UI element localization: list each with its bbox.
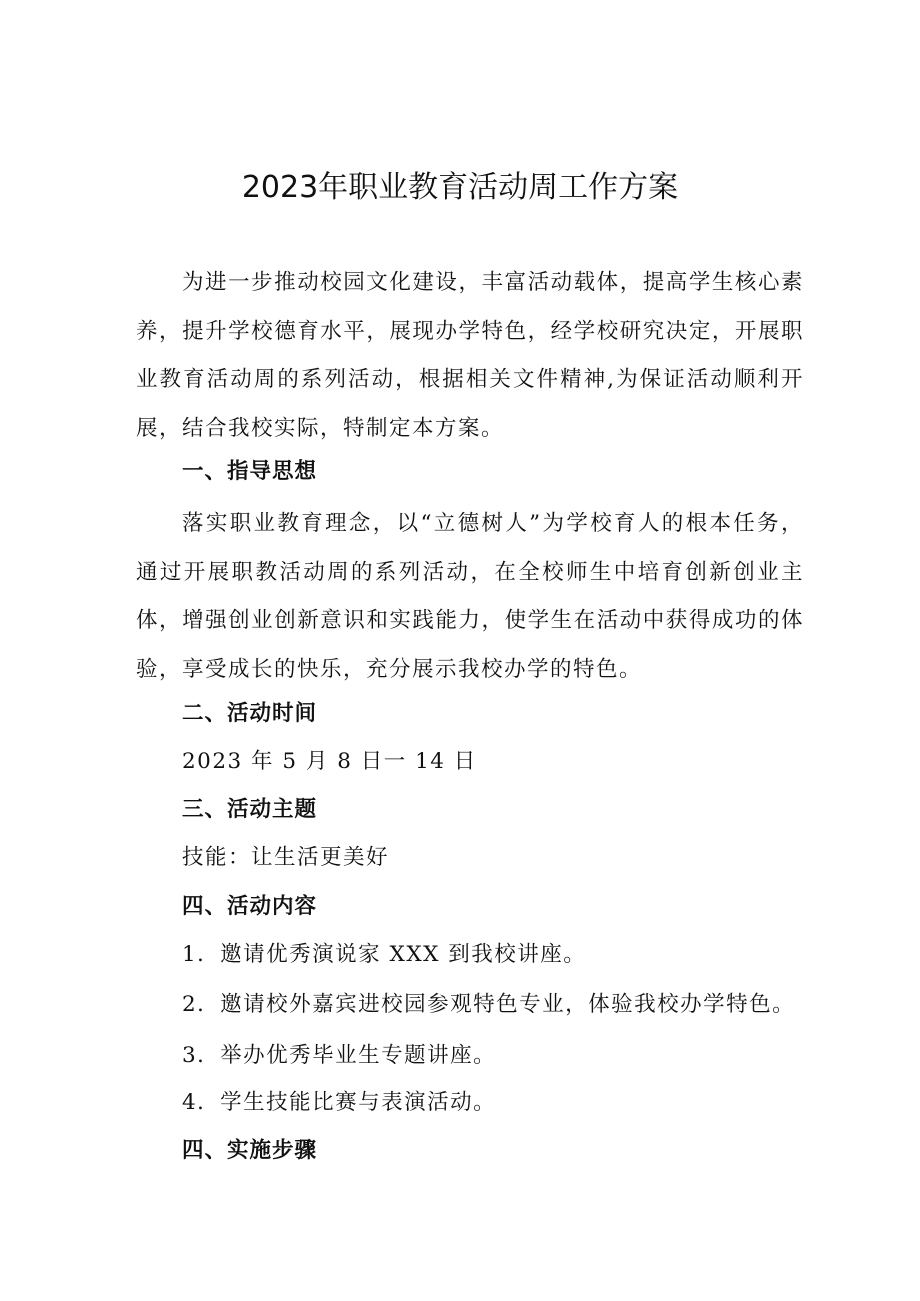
document-title: 2023年职业教育活动周工作方案: [241, 170, 679, 205]
section-body-activity-time: 2023 年 5 月 8 日一 14 日: [182, 749, 477, 774]
list-item: 3．举办优秀毕业生专题讲座。: [182, 1043, 497, 1068]
section-heading-activity-time: 二、活动时间: [182, 701, 318, 726]
list-item: 4．学生技能比赛与表演活动。: [182, 1090, 497, 1115]
list-item: 2．邀请校外嘉宾进校园参观特色专业，体验我校办学特色。: [182, 992, 796, 1017]
section-body-guiding-ideology: 落实职业教育理念，以“立德树人”为学校育人的根本任务，通过开展职教活动周的系列活动，在全校师生中培育创新创业主体，增强创业创新意识和实践能力，使学生在活动中获得成功的体验，享受成长的快乐，充分展示我校办学的特色。: [136, 511, 804, 682]
section-body-activity-theme: 技能：让生活更美好: [182, 845, 390, 870]
intro-paragraph: 为进一步推动校园文化建设，丰富活动载体，提高学生核心素养，提升学校德育水平，展现办学特色，经学校研究决定，开展职业教育活动周的系列活动，根据相关文件精神,为保证活动顺利开展，结合我校实际，特制定本方案。: [136, 270, 804, 441]
list-item: 1．邀请优秀演说家 XXX 到我校讲座。: [182, 942, 587, 967]
section-heading-activity-theme: 三、活动主题: [182, 797, 318, 822]
section-heading-implementation-steps: 四、实施步骤: [182, 1138, 318, 1163]
section-heading-activity-content: 四、活动内容: [182, 894, 318, 919]
section-heading-guiding-ideology: 一、指导思想: [182, 459, 318, 484]
